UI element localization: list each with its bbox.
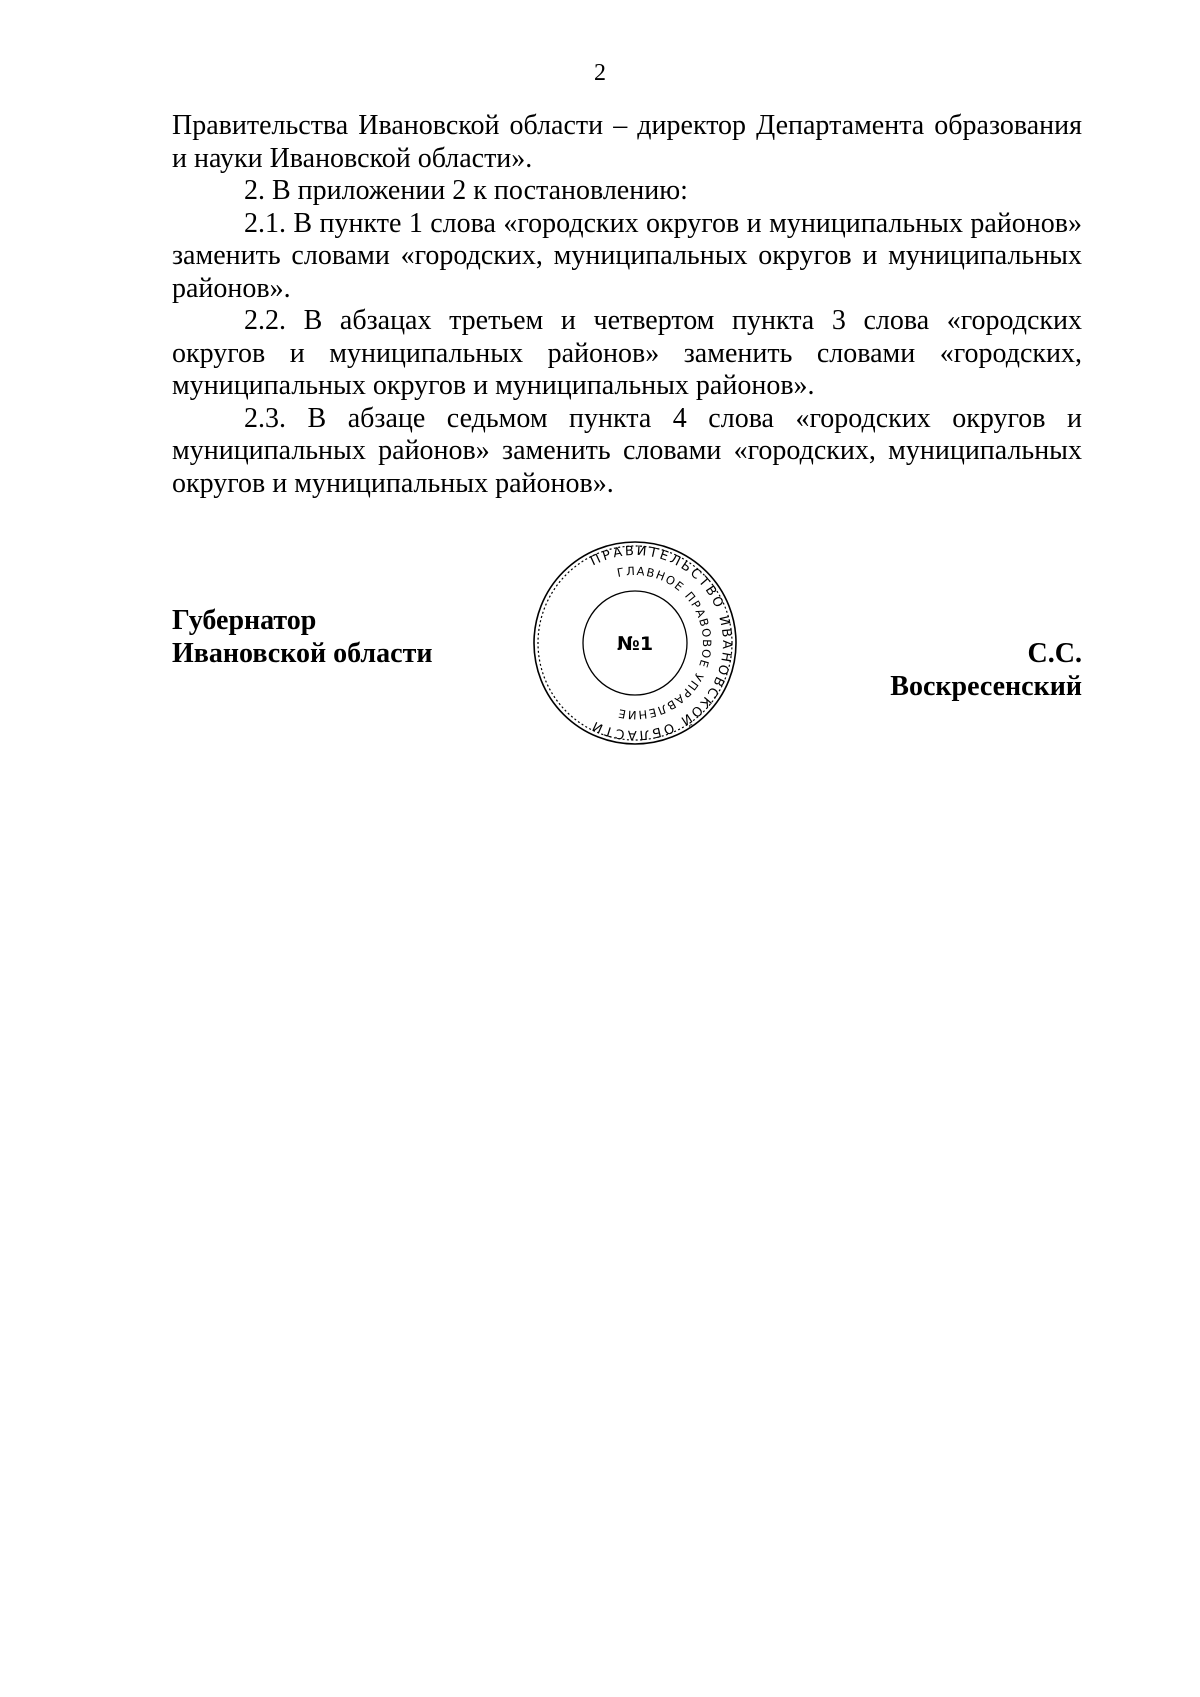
document-body xyxy=(172,110,1082,500)
paragraph-item-2-2: 2.2. В абзацах третьем и четвертом пункта 3 слова «городских округов и муниципальных районов» заменить словами «городских, муниципальных округов и муниципальных районов». xyxy=(172,305,1082,401)
signatory-title: Губернатор xyxy=(172,605,317,636)
seal-outer-text: ПРАВИТЕЛЬСТВО ИВАНОВСКОЙ ОБЛАСТИ xyxy=(588,543,735,743)
paragraph-continuation: Правительства Ивановской области – директор Департамента образования и науки Ивановской области». xyxy=(172,110,1082,174)
paragraph-item-2-3: 2.3. В абзаце седьмом пункта 4 слова «городских округов и муниципальных районов» заменить словами «городских, муниципальных округов и муниципальных районов». xyxy=(172,402,1082,499)
official-seal xyxy=(532,540,738,746)
seal-number: №1 xyxy=(616,633,654,655)
signatory-position xyxy=(172,604,432,670)
paragraph-item-2: 2. В приложении 2 к постановлению: xyxy=(244,175,688,206)
signatory-name: С.С. Воскресенский xyxy=(890,638,1082,702)
paragraph-item-2-1: 2.1. В пункте 1 слова «городских округов и муниципальных районов» заменить словами «городских, муниципальных округов и муниципальных районов». xyxy=(172,207,1082,304)
seal-inner-text: ГЛАВНОЕ ПРАВОВОЕ УПРАВЛЕНИЕ xyxy=(615,563,715,723)
signatory-region: Ивановской области xyxy=(172,638,433,669)
page-number: 2 xyxy=(594,60,606,86)
